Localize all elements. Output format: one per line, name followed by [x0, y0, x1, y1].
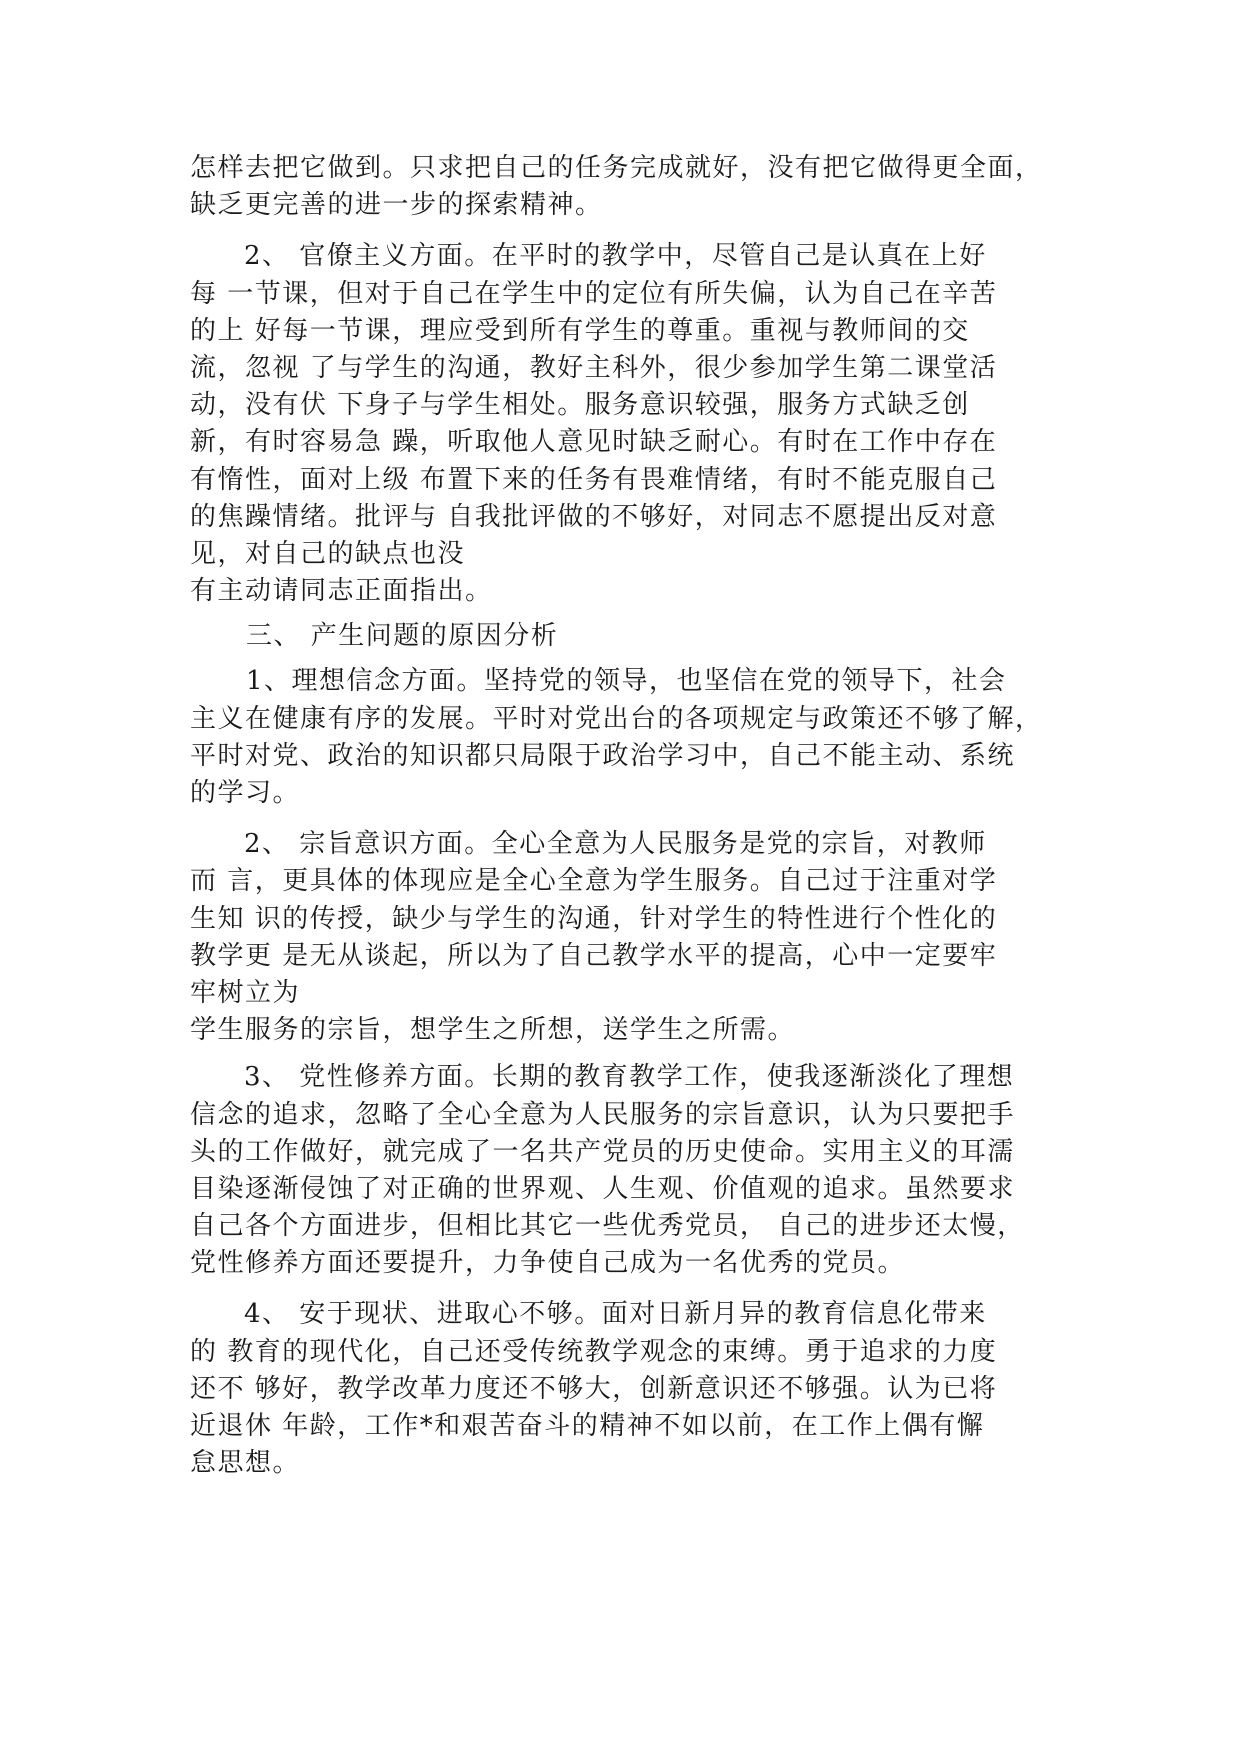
- text-line: 缺乏更完善的进一步的探索精神。: [190, 190, 603, 221]
- section-heading: 三、 产生问题的原因分析: [246, 621, 559, 652]
- text-line: 的 教育的现代化，自己还受传统教学观念的束缚。勇于追求的力度: [190, 1336, 998, 1367]
- text-line: 每 一节课，但对于自己在学生中的定位有所失偏，认为自己在辛苦: [190, 278, 998, 309]
- text-line: 信念的追求，忽略了全心全意为人民服务的宗旨意识，认为只要把手: [190, 1099, 1016, 1130]
- text-line: 自己各个方面进步，但相比其它一些优秀党员， 自己的进步还太慢，: [190, 1211, 1025, 1242]
- text-line: 有惰性，面对上级 布置下来的任务有畏难情绪，有时不能克服自己: [190, 464, 998, 495]
- item-heading-complacency: 4、 安于现状、进取心不够。面对日新月异的教育信息化带来: [244, 1299, 987, 1330]
- text-line: 头的工作做好，就完成了一名共产党员的历史使命。实用主义的耳濡: [190, 1136, 1016, 1167]
- text-line: 动，没有伏 下身子与学生相处。服务意识较强，服务方式缺乏创: [190, 390, 970, 421]
- text-line: 生知 识的传授，缺少与学生的沟通，针对学生的特性进行个性化的: [190, 903, 998, 934]
- text-line: 教学更 是无从谈起，所以为了自己教学水平的提高，心中一定要牢: [190, 940, 998, 971]
- text-line: 的学习。: [190, 778, 301, 808]
- document-body: [190, 150, 1070, 1482]
- item-heading-party-spirit: 3、 党性修养方面。长期的教育教学工作，使我逐渐淡化了理想: [244, 1062, 1015, 1093]
- text-line: 近退休 年龄，工作*和艰苦奋斗的精神不如以前，在工作上偶有懈: [190, 1411, 985, 1441]
- text-line: 牢树立为: [190, 977, 301, 1008]
- text-line: 见，对自己的缺点也没: [190, 538, 466, 569]
- text-line: 的上 好每一节课，理应受到所有学生的尊重。重视与教师间的交: [190, 315, 970, 346]
- text-line: 怠思想。: [190, 1448, 301, 1479]
- text-line: 平时对党、政治的知识都只局限于政治学习中，自己不能主动、系统: [190, 740, 1016, 771]
- text-line: 主义在健康有序的发展。平时对党出台的各项规定与政策还不够了解，: [190, 703, 1043, 734]
- text-line: 怎样去把它做到。只求把自己的任务完成就好，没有把它做得更全面，: [190, 153, 1043, 183]
- text-line: 而 言，更具体的体现应是全心全意为学生服务。自己过于注重对学: [190, 866, 998, 897]
- text-line: 学生服务的宗旨，想学生之所想，送学生之所需。: [190, 1015, 796, 1046]
- item-heading-bureaucratism: 2、 官僚主义方面。在平时的教学中，尽管自己是认真在上好: [244, 241, 987, 272]
- text-line: 目染逐渐侵蚀了对正确的世界观、人生观、价值观的追求。虽然要求: [190, 1173, 1016, 1204]
- text-line: 有主动请同志正面指出。: [190, 576, 493, 607]
- text-line: 新，有时容易急 躁，听取他人意见时缺乏耐心。有时在工作中存在: [190, 427, 998, 458]
- text-line: 还不 够好，教学改革力度还不够大，创新意识还不够强。认为已将: [190, 1373, 998, 1404]
- text-line: 的焦躁情绪。批评与 自我批评做的不够好，对同志不愿提出反对意: [190, 501, 998, 532]
- text-line: 流，忽视 了与学生的沟通，教好主科外，很少参加学生第二课堂活: [190, 352, 998, 383]
- item-heading-purpose: 2、 宗旨意识方面。全心全意为人民服务是党的宗旨，对教师: [244, 829, 987, 860]
- text-line: 党性修养方面还要提升，力争使自己成为一名优秀的党员。: [190, 1248, 906, 1279]
- item-heading-ideals: 1、理想信念方面。坚持党的领导，也坚信在党的领导下，社会: [246, 666, 1007, 697]
